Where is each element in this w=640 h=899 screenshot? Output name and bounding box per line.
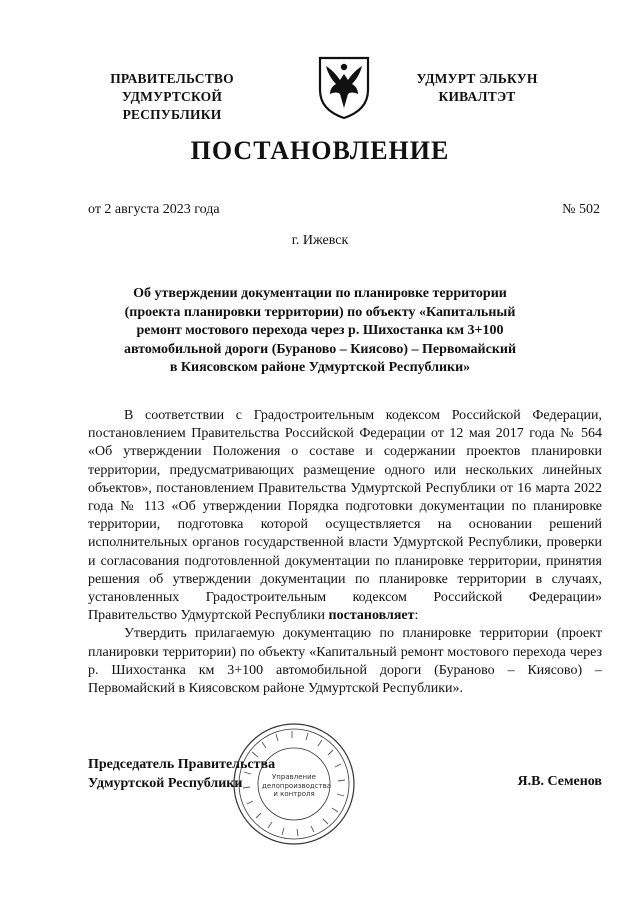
header-right: [392, 70, 562, 106]
document-body: [88, 407, 602, 698]
document-date: от 2 августа 2023 года: [88, 202, 220, 217]
header-right-line-2: КИВАЛТЭТ: [438, 89, 516, 104]
document-title: ПОСТАНОВЛЕНИЕ: [190, 136, 450, 165]
signatory-position-line-2: Удмуртской Республики: [88, 775, 243, 791]
paragraph-1-end: :: [414, 608, 419, 624]
stamp-line: Управление: [272, 773, 316, 781]
coat-of-arms-icon: [318, 56, 370, 120]
header-right-line-1: УДМУРТ ЭЛЬКУН: [416, 71, 538, 86]
body-paragraph-1: [88, 407, 602, 625]
paragraph-1-text: В соответствии с Градостроительным кодексом Российской Федерации, постановлением Правительства Российской Федерации от 12 мая 2017 года № 564 «Об утверждении Положения о составе и содержании проектов планировки территории, предусматривающих размещение одного или нескольких линейных объектов», постановлением Правительства Удмуртской Республики от 16 марта 2022 года № 113 «Об утверждении Порядка подготовки документации по планировке территории, подготовка которой осуществляется на основании решений исполнительных органов государственной власти Удмуртской Республики, проверки и согласования подготовленной документации по планировке территории, принятия решения об утверждении документации по планировке территории в случаях, установленных Градостроительным кодексом Российской Федерации» Правительство Удмуртской Республики: [88, 408, 602, 624]
stamp-line: и контроля: [273, 790, 315, 798]
resolve-word: постановляет: [328, 608, 415, 624]
header-left: [72, 70, 272, 124]
stamp-line: делопроизводства: [262, 781, 332, 790]
document-subject: [110, 285, 530, 378]
signatory-position-line-1: Председатель Правительства: [88, 757, 276, 772]
stamp-text: [262, 773, 332, 799]
signatory-name: Я.В. Семенов: [517, 774, 602, 789]
header-left-line-1: ПРАВИТЕЛЬСТВО: [110, 71, 234, 86]
document-city: г. Ижевск: [291, 233, 349, 248]
subject-line: автомобильной дороги (Бураново – Киясово) – Первомайский: [123, 341, 517, 357]
header-left-line-2: УДМУРТСКОЙ РЕСПУБЛИКИ: [121, 89, 223, 122]
subject-line: ремонт мостового перехода через р. Шихостанка км 3+100: [136, 323, 504, 338]
document-number: № 502: [562, 202, 600, 217]
subject-line: (проекта планировки территории) по объекту «Капитальный: [124, 304, 516, 320]
subject-line: в Киясовском районе Удмуртской Республики»: [169, 360, 471, 375]
body-paragraph-2: Утвердить прилагаемую документацию по планировке территории (проект планировки территории) по объекту «Капитальный ремонт мостового перехода через р. Шихостанка км 3+100 автомобильной дороги (Бураново – Киясово) – Первомайский в Киясовском районе Удмуртской Республики».: [88, 626, 602, 697]
subject-line: Об утверждении документации по планировке территории: [133, 286, 507, 301]
